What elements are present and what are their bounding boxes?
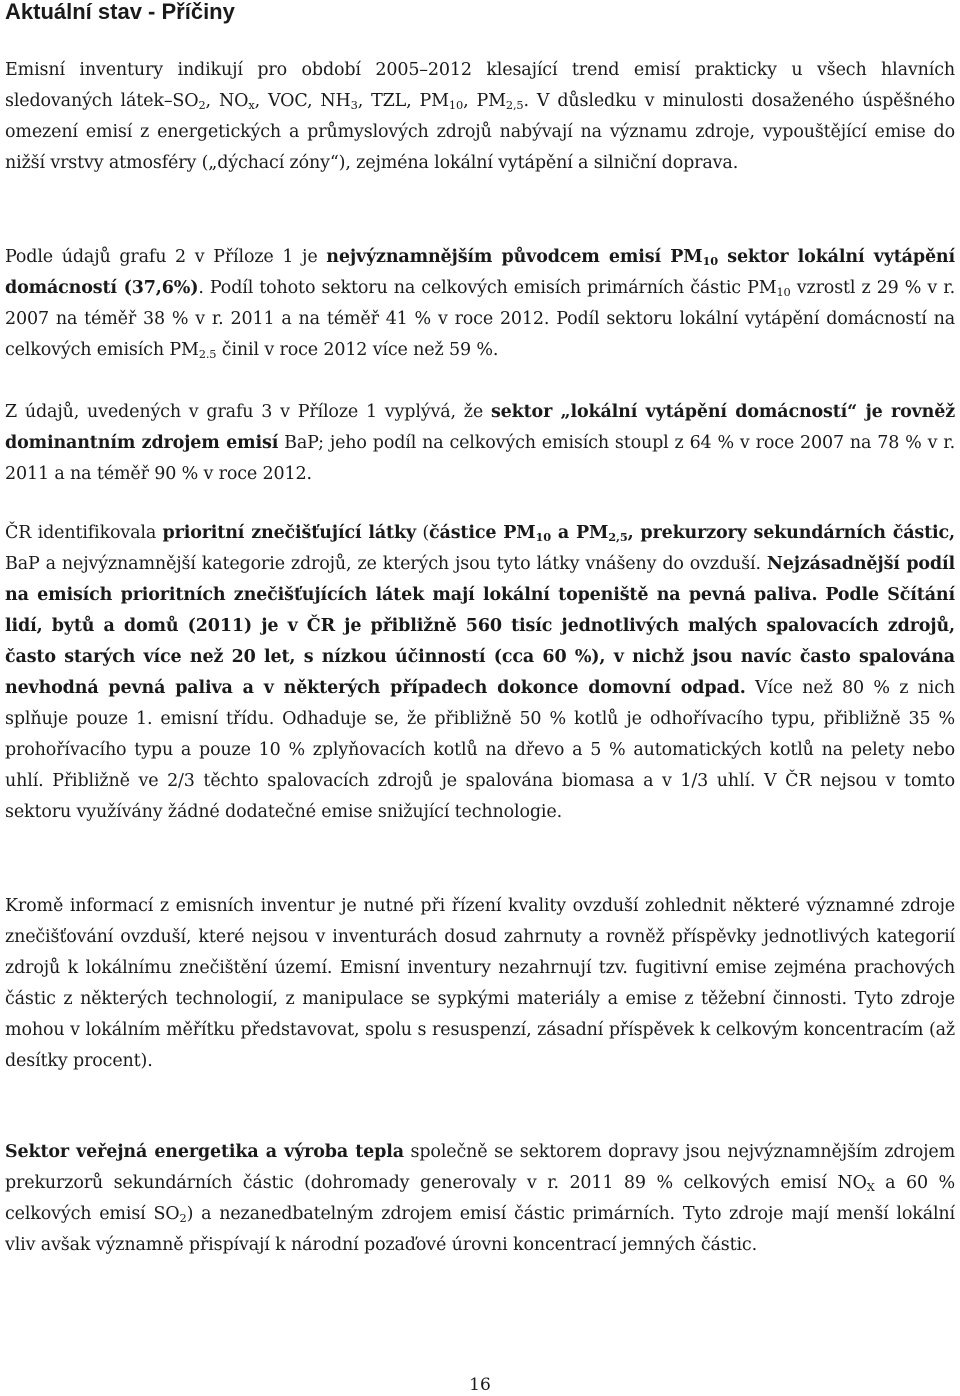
text-run: Z údajů, uvedených v grafu 3 v Příloze 1 vyplývá, že [5,402,491,422]
subscript: 10 [535,529,552,544]
subscript: x [248,97,255,112]
paragraph-other-sources: Kromě informací z emisních inventur je nutné při řízení kvality ovzduší zohlednit některé významné zdroje znečišťování ovzduší, které nejsou v inventurách dosud zahrnuty a rovněž příspěvky jednotlivých kategorií zdrojů k lokálnímu znečištění území. Emisní inventury nezahrnují tzv. fugitivní emise zejména prachových částic z některých technologií, z manipulace se sypkými materiály a emise z těžební činnosti. Tyto zdroje mohou v lokálním měřítku představovat, spolu s resuspenzí, zásadní příspěvek k celkovým koncentracím (až desítky procent). [5,896,955,1071]
paragraph-bap-sources [5,397,955,490]
subscript: 10 [702,253,718,268]
bold-run: Podle Sčítání lidí, bytů a domů (2011) je v ČR je přibližně 560 tisíc jednotlivých malých spalovacích zdrojů, často starých více než 20 let, s nízkou účinností (cca 60 %), v nichž jsou navíc často spalována nevhodná pevná paliva a v některých případech dokonce domovní odpad. [5,585,955,698]
text-run: činil v roce 2012 více než 59 %. [216,340,499,360]
text-run: . V důsledku v minulosti dosaženého úspěšného omezení emisí z energetických a průmyslových zdrojů nabývají na významu zdroje, vypouštějící emise do nižší vrstvy atmosféry („dýchací zóny“), zejména lokální vytápění a silniční doprava. [5,91,955,173]
text-run: Podle údajů grafu 2 v Příloze 1 je [5,247,327,267]
paragraph-pm10-sources [5,242,955,366]
subscript: 10 [448,97,464,112]
subscript: 2,5 [505,97,524,112]
paragraph-priority-pollutants [5,518,955,828]
text-run: a 60 % celkových emisí SO [5,1173,955,1224]
bold-run: prioritní znečišťující látky [162,523,416,543]
paragraph-emission-trends [5,55,955,179]
text-run: ČR identifikovala [5,523,163,543]
bold-run: částice PM [429,523,536,543]
bold-run: nejvýznamnějším původcem emisí PM [326,247,703,267]
page-number: 16 [469,1375,491,1395]
subscript: X [866,1179,875,1194]
subscript: 2 [198,97,206,112]
text-run: Emisní inventury indikují pro období 2005–2012 klesající trend emisí prakticky u všech hlavních sledovaných látek–SO [5,60,955,111]
text-run: , VOC, NH [254,91,351,111]
text-run: , NO [205,91,249,111]
paragraph-energy-sector [5,1137,955,1261]
text-run: . Podíl tohoto sektoru na celkových emisích primárních částic PM [198,278,777,298]
text-run: ) a nezanedbatelným zdrojem emisí částic primárních. Tyto zdroje mají menší lokální vliv avšak významně přispívají k národní pozaďové úrovni koncentrací jemných částic. [5,1204,955,1255]
bold-run: a PM [551,523,609,543]
text-run: , TZL, PM [357,91,449,111]
bold-run: , prekurzory sekundárních částic, [627,523,955,543]
bold-run: sektor lokální vytápění domácností (37,6%) [5,247,955,298]
bold-run: Sektor veřejná energetika a výroba tepla [5,1142,404,1162]
text-run: vzrostl z 29 % v r. 2007 na téměř 38 % v r. 2011 a na téměř 41 % v roce 2012. Podíl sektoru lokální vytápění domácností na celkových emisích PM [5,278,956,360]
text-run: společně se sektorem dopravy jsou nejvýznamnějším zdrojem prekurzorů sekundárních částic (dohromady generovaly v r. 2011 89 % celkových emisí NO [5,1142,956,1193]
text-run: BaP; jeho podíl na celkových emisích stoupl z 64 % v roce 2007 na 78 % v r. 2011 a na téměř 90 % v roce 2012. [5,433,955,484]
text-run: Více než 80 % z nich splňuje pouze 1. emisní třídu. Odhaduje se, že přibližně 50 % kotlů je odhořívacího typu, přibližně 35 % prohořívacího typu a pouze 10 % zplyňovacích kotlů na dřevo a 5 % automatických kotlů na pelety nebo uhlí. Přibližně ve 2/3 těchto spalovacích zdrojů je spalována biomasa a v 1/3 uhlí. V ČR nejsou v tomto sektoru využívány žádné dodatečné emise snižující technologie. [5,678,955,822]
bold-run: sektor „lokální vytápění domácností“ je rovněž dominantním zdrojem emisí [5,402,955,453]
subscript: 2 [179,1210,187,1225]
bold-run: Nejzásadnější podíl na emisích prioritních znečišťujících látek mají lokální topeniště na pevná paliva. [5,554,956,605]
section-heading: Aktuální stav - Příčiny [5,0,235,24]
subscript: 2,5 [608,529,628,544]
text-run: BaP a nejvýznamnější kategorie zdrojů, ze kterých jsou tyto látky vnášeny do ovzduší. [5,554,767,574]
subscript: 10 [776,284,791,299]
text-run: , PM [463,91,506,111]
subscript: 2.5 [198,346,217,361]
subscript: 3 [350,97,358,112]
text-run: ( [415,523,430,543]
